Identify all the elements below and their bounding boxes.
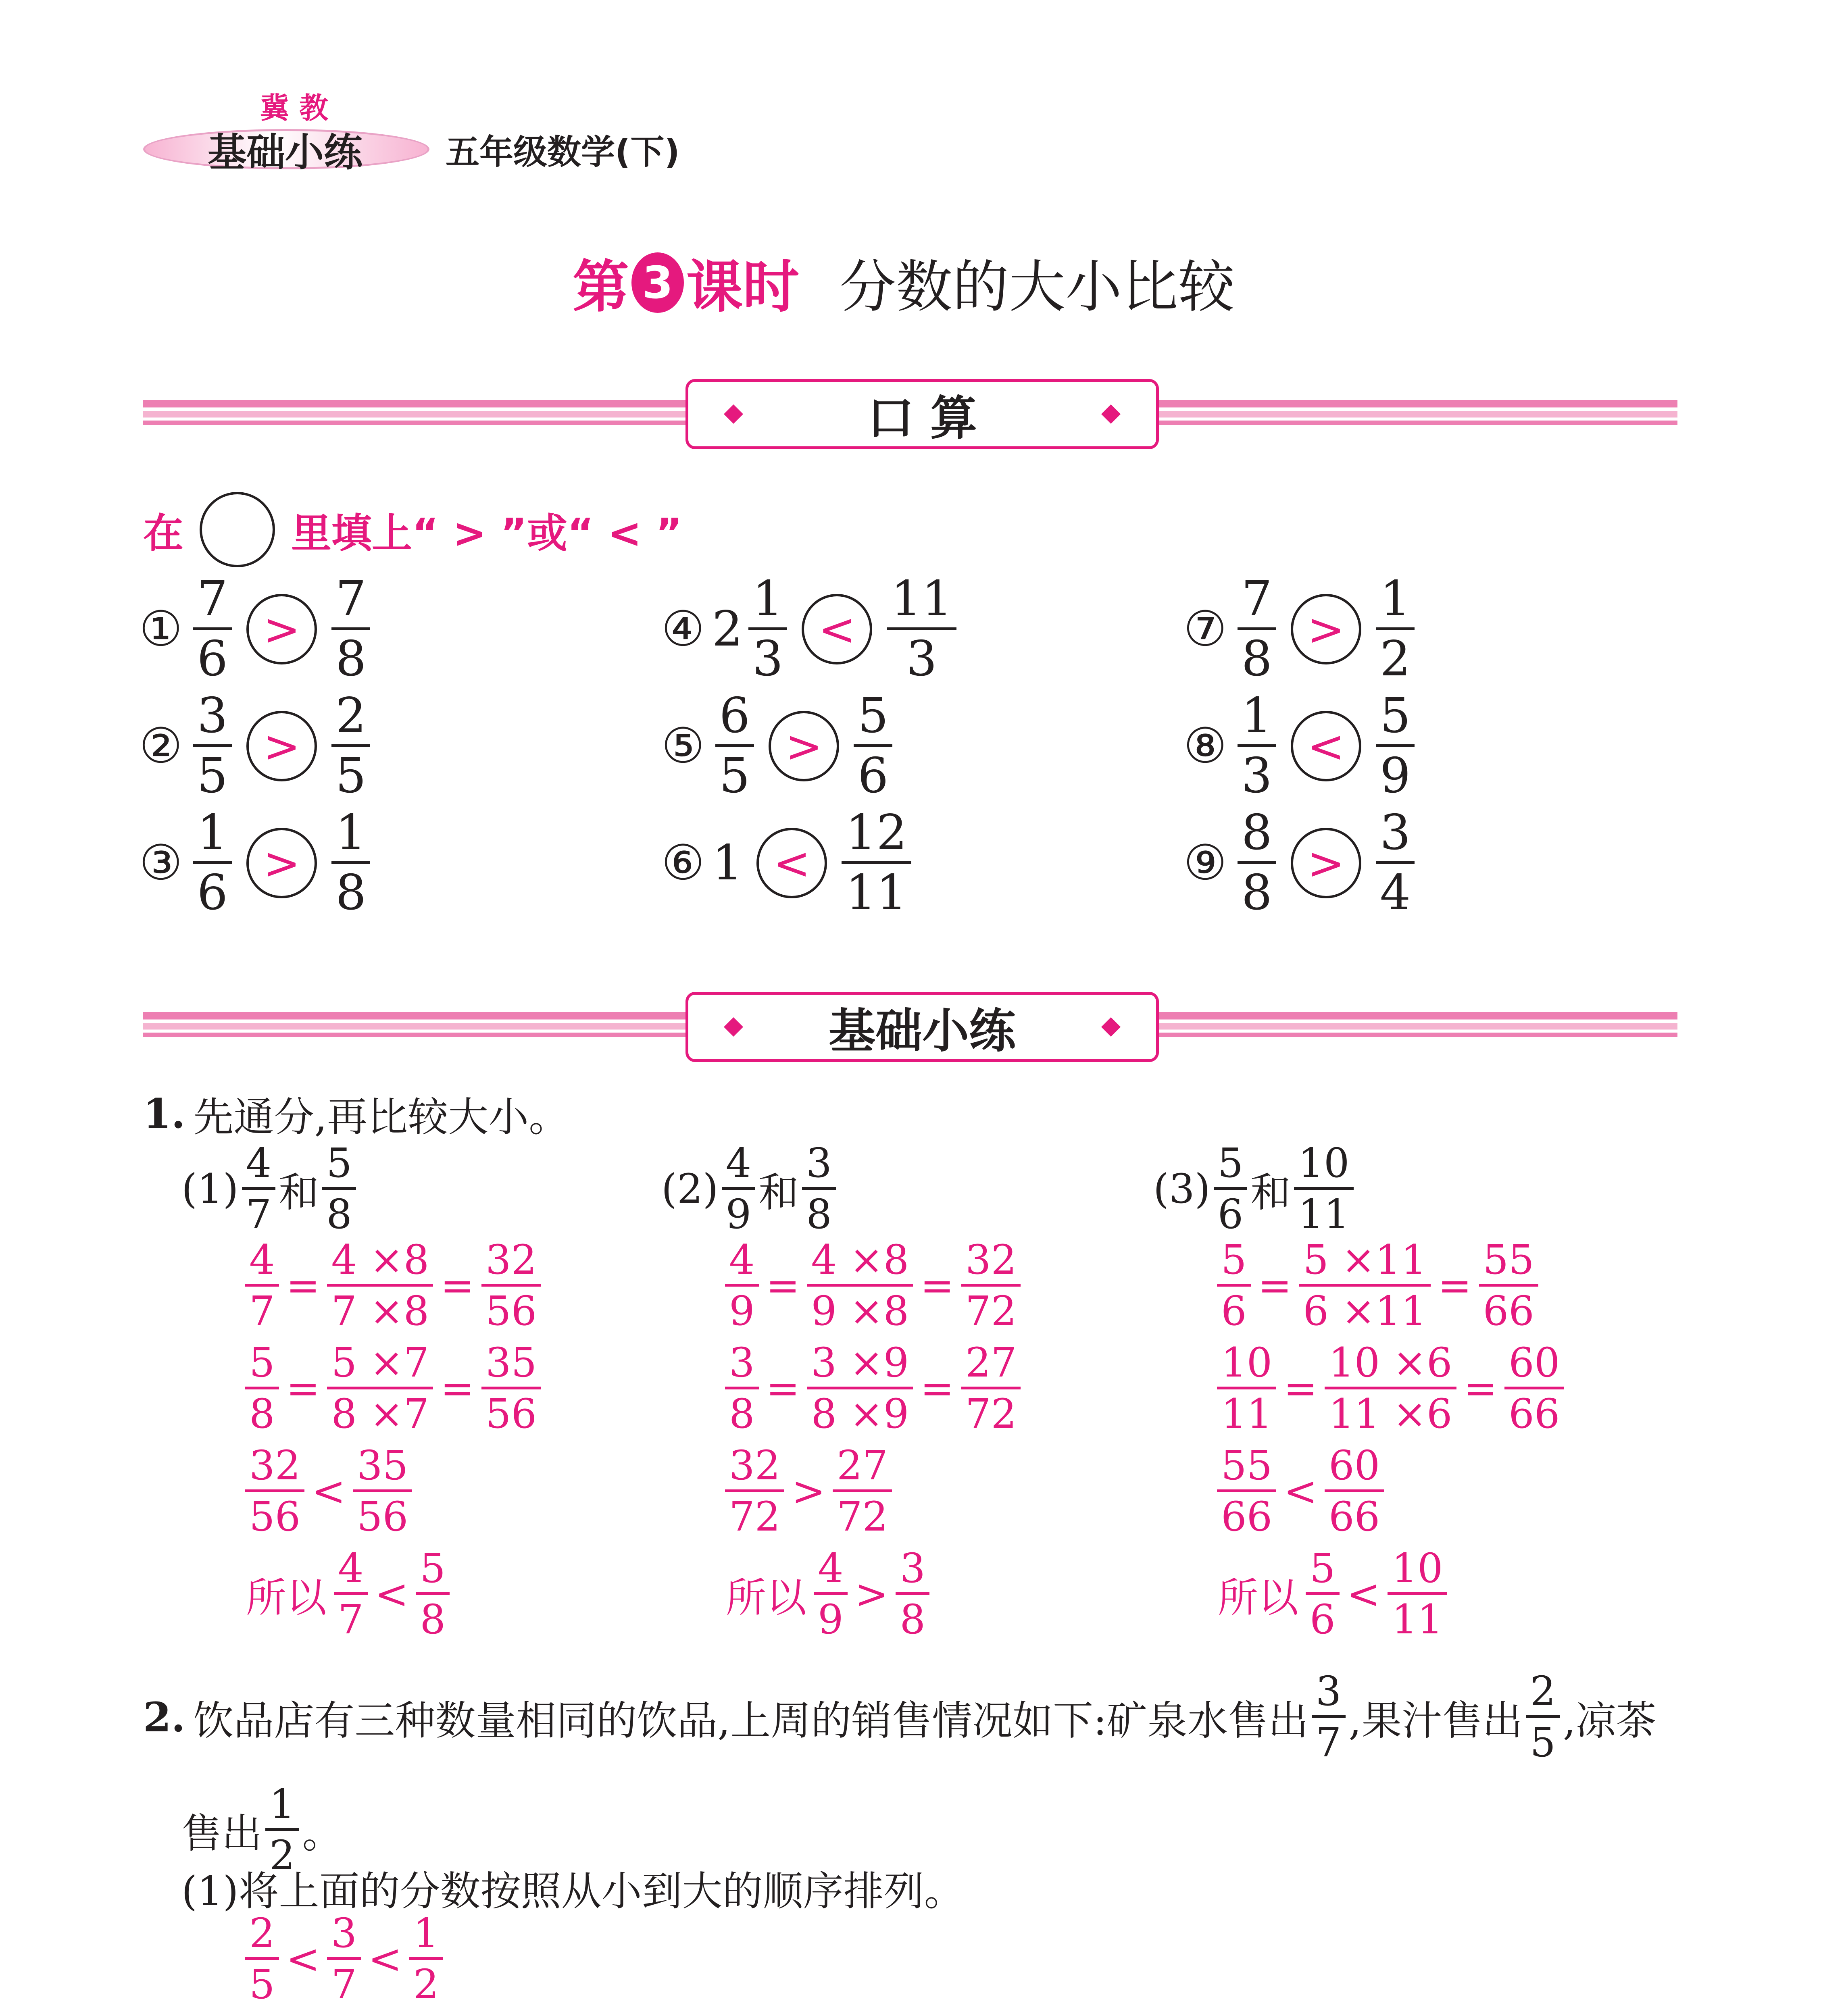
- denominator: 5: [197, 748, 228, 804]
- q1-answer-line2: [1214, 1341, 1567, 1436]
- whole-number: 2: [712, 601, 743, 657]
- numerator: 5: [1214, 1141, 1248, 1190]
- fraction: [1325, 1341, 1456, 1436]
- lesson-topic: 分数的大小比较: [840, 254, 1235, 320]
- numerator: 2: [1526, 1669, 1560, 1718]
- math-text: 所以: [246, 1574, 327, 1621]
- fraction: [725, 1341, 759, 1436]
- numerator: 3: [725, 1341, 759, 1389]
- denominator: 8: [900, 1596, 926, 1643]
- denominator: 9: [729, 1287, 755, 1335]
- and-text: 和: [758, 1168, 799, 1216]
- denominator: 6: [857, 748, 889, 804]
- numerator: 1: [748, 573, 787, 630]
- denominator: 9 ×8: [811, 1287, 909, 1335]
- math-text: =: [766, 1365, 800, 1412]
- math-text: =: [920, 1365, 954, 1412]
- lesson-title: [573, 242, 1235, 323]
- denominator: 9: [818, 1596, 844, 1643]
- oral-item: [139, 573, 373, 686]
- lesson-number-badge: [631, 252, 684, 313]
- q2-answer1: [242, 1911, 446, 2007]
- fraction: [833, 1443, 892, 1539]
- denominator: 8: [1241, 631, 1272, 687]
- fraction: [807, 1238, 913, 1333]
- denominator: 11: [1298, 1191, 1350, 1238]
- lesson-number: 3: [642, 256, 673, 308]
- denominator: 8 ×7: [331, 1390, 429, 1437]
- q1-answer-so: [1214, 1546, 1450, 1642]
- q1-number: 1: [143, 1090, 171, 1137]
- fraction: [245, 1238, 279, 1333]
- and-text: 和: [279, 1168, 319, 1216]
- numerator: 3: [896, 1546, 929, 1595]
- q1-answer-line1: [242, 1238, 544, 1333]
- math-text: 所以: [726, 1574, 806, 1621]
- fraction: [1325, 1443, 1384, 1539]
- denominator: 66: [1508, 1390, 1560, 1437]
- right-fraction: [331, 806, 370, 920]
- right-fraction: [1376, 806, 1415, 920]
- right-fraction: [1376, 689, 1415, 803]
- numerator: 3: [1376, 806, 1415, 864]
- denominator: 8: [729, 1390, 755, 1437]
- denominator: 8 ×9: [811, 1390, 909, 1437]
- oral-banner: [685, 379, 1159, 449]
- fraction: [481, 1341, 541, 1436]
- q2-text-c: ,凉茶: [1563, 1697, 1656, 1744]
- denominator: 7: [338, 1596, 364, 1643]
- numerator: 3: [193, 689, 232, 747]
- numerator: 5: [245, 1341, 279, 1389]
- left-fraction: [193, 806, 232, 920]
- denominator: 72: [965, 1287, 1017, 1335]
- numerator: 7: [193, 573, 232, 630]
- numerator: 4: [722, 1141, 756, 1190]
- answer-circle: >: [246, 828, 317, 898]
- denominator: 11 ×6: [1329, 1390, 1452, 1437]
- math-text: =: [920, 1262, 954, 1309]
- and-text: 和: [1250, 1168, 1291, 1216]
- q1-prompt: 1 . 先通分,再比较大小。: [143, 1085, 569, 1143]
- oral-item: [661, 573, 960, 686]
- denominator: 6: [1221, 1287, 1247, 1335]
- numerator: 11: [887, 573, 956, 630]
- math-text: <: [1346, 1570, 1381, 1618]
- fraction: [1217, 1238, 1251, 1333]
- denominator: 11: [1221, 1390, 1273, 1437]
- left-fraction: [193, 573, 232, 686]
- numerator: 27: [961, 1341, 1021, 1389]
- q2-sub1: (1)将上面的分数按照从小到大的顺序排列。: [181, 1868, 965, 1915]
- q1-part-head: [661, 1141, 839, 1237]
- math-text: =: [286, 1262, 320, 1309]
- fraction: [409, 1911, 443, 2007]
- numerator: 3: [802, 1141, 836, 1190]
- fraction: [1217, 1443, 1276, 1539]
- oral-item: [1183, 689, 1418, 803]
- q1-answer-line1: [722, 1238, 1024, 1333]
- right-fraction: [331, 689, 370, 803]
- math-text: =: [1258, 1262, 1292, 1309]
- right-fraction: [331, 573, 370, 686]
- right-fraction: [887, 573, 956, 686]
- item-label: ⑤: [661, 718, 705, 774]
- math-text: =: [766, 1262, 800, 1309]
- oral-item: [139, 806, 373, 920]
- basic-banner: [685, 992, 1159, 1062]
- lesson-prefix: 第: [573, 254, 629, 320]
- fraction: [725, 1443, 784, 1539]
- denominator: 8: [1241, 865, 1272, 921]
- denominator: 11: [845, 865, 907, 921]
- denominator: 2: [413, 1961, 439, 2008]
- numerator: 2: [331, 689, 370, 747]
- q2-text-a: 饮品店有三种数量相同的饮品,上周的销售情况如下:矿泉水售出: [193, 1697, 1308, 1744]
- numerator: 5 ×7: [327, 1341, 433, 1389]
- denominator: 8: [335, 631, 367, 687]
- item-label: ⑨: [1183, 835, 1227, 891]
- series-top-label: 冀 教: [260, 91, 329, 125]
- denominator: 72: [965, 1390, 1017, 1437]
- answer-circle: <: [1291, 711, 1361, 781]
- instruction-pre: 在: [143, 509, 183, 557]
- q1-answer-cmp: [722, 1443, 895, 1539]
- part-label: (2): [661, 1165, 719, 1212]
- fraction: [802, 1141, 836, 1237]
- denominator: 8: [326, 1191, 352, 1238]
- numerator: 2: [245, 1911, 279, 1960]
- diamond-icon: [1101, 1017, 1121, 1037]
- math-text: =: [440, 1365, 475, 1412]
- denominator: 6: [197, 631, 228, 687]
- numerator: 4: [334, 1546, 368, 1595]
- denominator: 56: [485, 1390, 537, 1437]
- diamond-icon: [724, 404, 743, 424]
- denominator: 7: [246, 1191, 272, 1238]
- oral-section-title: 口 算: [867, 391, 977, 446]
- numerator: 5 ×11: [1299, 1238, 1430, 1287]
- numerator: 10: [1388, 1546, 1447, 1595]
- answer-circle: >: [246, 711, 317, 781]
- q2-text-b: ,果汁售出: [1348, 1697, 1523, 1744]
- numerator: 4: [245, 1238, 279, 1287]
- math-text: =: [440, 1262, 475, 1309]
- numerator: 4 ×8: [807, 1238, 913, 1287]
- numerator: 6: [715, 689, 754, 747]
- fraction: [416, 1546, 450, 1642]
- denominator: 4: [1379, 865, 1411, 921]
- answer-circle: >: [1291, 594, 1361, 664]
- fraction: [1294, 1141, 1353, 1237]
- numerator: 7: [1238, 573, 1276, 630]
- fraction: [322, 1141, 356, 1237]
- answer-circle: >: [246, 594, 317, 664]
- numerator: 60: [1504, 1341, 1564, 1389]
- denominator: 66: [1329, 1493, 1380, 1540]
- item-label: ④: [661, 601, 705, 657]
- subject-label: 五年级数学(下): [446, 132, 680, 172]
- numerator: 4: [242, 1141, 276, 1190]
- fraction: [242, 1141, 276, 1237]
- numerator: 60: [1325, 1443, 1384, 1492]
- q1-part-head: [1153, 1141, 1357, 1237]
- math-text: =: [1463, 1365, 1498, 1412]
- numerator: 1: [193, 806, 232, 864]
- denominator: 56: [357, 1493, 408, 1540]
- whole-number: 1: [712, 835, 743, 891]
- answer-circle: >: [1291, 828, 1361, 898]
- denominator: 72: [837, 1493, 888, 1540]
- fraction: [1217, 1341, 1276, 1436]
- left-fraction: [1238, 806, 1276, 920]
- right-fraction: [842, 806, 911, 920]
- numerator: 12: [842, 806, 911, 864]
- answer-circle: <: [756, 828, 827, 898]
- numerator: 1: [331, 806, 370, 864]
- denominator: 72: [729, 1493, 781, 1540]
- left-fraction: [748, 573, 787, 686]
- denominator: 5: [249, 1961, 275, 2008]
- math-text: <: [286, 1935, 320, 1983]
- numerator: 3: [327, 1911, 361, 1960]
- oral-item: [1183, 573, 1418, 686]
- math-text: =: [1438, 1262, 1472, 1309]
- fraction: [725, 1238, 759, 1333]
- diamond-icon: [1101, 404, 1121, 424]
- left-fraction: [193, 689, 232, 803]
- fraction: [327, 1238, 433, 1333]
- denominator: 7: [331, 1961, 357, 2008]
- left-fraction: [1238, 689, 1276, 803]
- fraction: [353, 1443, 412, 1539]
- oral-item: [139, 689, 373, 803]
- numerator: 5: [1376, 689, 1415, 747]
- q2-text-e: 。: [302, 1810, 343, 1857]
- numerator: 55: [1217, 1443, 1276, 1492]
- right-fraction: [854, 689, 892, 803]
- denominator: 6: [1217, 1191, 1244, 1238]
- blank-circle-icon: [200, 492, 275, 567]
- numerator: 4: [725, 1238, 759, 1287]
- q1-answer-line2: [242, 1341, 544, 1436]
- denominator: 5: [335, 748, 367, 804]
- denominator: 7: [249, 1287, 275, 1335]
- math-text: <: [375, 1570, 409, 1618]
- denominator: 11: [1392, 1596, 1443, 1643]
- item-label: ①: [139, 601, 183, 657]
- denominator: 6 ×11: [1303, 1287, 1427, 1335]
- denominator: 5: [1530, 1719, 1556, 1766]
- basic-section-title: 基础小练: [829, 1004, 1016, 1058]
- math-text: <: [312, 1468, 346, 1515]
- numerator: 35: [481, 1341, 541, 1389]
- fraction: [327, 1911, 361, 2007]
- numerator: 10: [1294, 1141, 1353, 1190]
- q1-answer-so: [242, 1546, 453, 1642]
- item-label: ③: [139, 835, 183, 891]
- denominator: 2: [1379, 631, 1411, 687]
- q2-prompt-line1: 2 . 饮品店有三种数量相同的饮品,上周的销售情况如下:矿泉水售出 $\frac{3}{7}$ ,果汁售出 $\frac{2}{5}$ ,凉茶: [143, 1668, 1656, 1766]
- numerator: 5: [1306, 1546, 1340, 1595]
- answer-circle: <: [802, 594, 872, 664]
- numerator: 1: [1238, 689, 1276, 747]
- denominator: 5: [719, 748, 750, 804]
- math-text: <: [1283, 1468, 1318, 1515]
- numerator: 4: [814, 1546, 848, 1595]
- left-fraction: [1238, 573, 1276, 686]
- denominator: 6: [197, 865, 228, 921]
- numerator: 1: [265, 1782, 299, 1831]
- denominator: 8: [335, 865, 367, 921]
- denominator: 56: [485, 1287, 537, 1335]
- fraction: [1214, 1141, 1248, 1237]
- q1-answer-line1: [1214, 1238, 1542, 1333]
- numerator: 5: [416, 1546, 450, 1595]
- numerator: 32: [245, 1443, 304, 1492]
- diamond-icon: [724, 1017, 743, 1037]
- fraction: [1479, 1238, 1538, 1333]
- denominator: 3: [752, 631, 783, 687]
- math-text: =: [1283, 1365, 1318, 1412]
- fraction: [961, 1341, 1021, 1436]
- denominator: 56: [249, 1493, 301, 1540]
- series-label: 基础小练: [208, 130, 363, 175]
- math-text: =: [286, 1365, 320, 1412]
- part-label: (3): [1153, 1165, 1211, 1212]
- numerator: 5: [854, 689, 892, 747]
- numerator: 10: [1217, 1341, 1276, 1389]
- fraction: [814, 1546, 848, 1642]
- math-text: >: [854, 1570, 889, 1618]
- denominator: 8: [806, 1191, 832, 1238]
- denominator: 6: [1310, 1596, 1336, 1643]
- fraction: [1504, 1341, 1564, 1436]
- numerator: 32: [961, 1238, 1021, 1287]
- denominator: 9: [725, 1191, 752, 1238]
- math-text: <: [368, 1935, 402, 1983]
- fraction: [961, 1238, 1021, 1333]
- numerator: 5: [1217, 1238, 1251, 1287]
- numerator: 5: [322, 1141, 356, 1190]
- part-label: (1): [181, 1165, 239, 1212]
- q1-part-head: [181, 1141, 359, 1237]
- numerator: 27: [833, 1443, 892, 1492]
- numerator: 32: [725, 1443, 784, 1492]
- q1-answer-line2: [722, 1341, 1024, 1436]
- math-text: 所以: [1218, 1574, 1298, 1621]
- oral-item: [661, 806, 915, 920]
- q1-answer-cmp: [242, 1443, 415, 1539]
- denominator: 8: [249, 1390, 275, 1437]
- item-label: ⑦: [1183, 601, 1227, 657]
- fraction: [896, 1546, 929, 1642]
- numerator: 8: [1238, 806, 1276, 864]
- fraction: [1299, 1238, 1430, 1333]
- q2-fraction-water: [1312, 1669, 1346, 1765]
- fraction: [245, 1911, 279, 2007]
- numerator: 32: [481, 1238, 541, 1287]
- q1-answer-so: [722, 1546, 933, 1642]
- fraction: [1388, 1546, 1447, 1642]
- numerator: 3: [1312, 1669, 1346, 1718]
- fraction: [722, 1141, 756, 1237]
- denominator: 8: [420, 1596, 446, 1643]
- fraction: [481, 1238, 541, 1333]
- numerator: 55: [1479, 1238, 1538, 1287]
- denominator: 7: [1315, 1719, 1342, 1766]
- fraction: [807, 1341, 913, 1436]
- q1-text: 先通分,再比较大小。: [193, 1093, 569, 1141]
- answer-circle: >: [769, 711, 839, 781]
- item-label: ②: [139, 718, 183, 774]
- q2-text-d: 售出: [181, 1810, 262, 1857]
- fraction: [327, 1341, 433, 1436]
- numerator: 1: [1376, 573, 1415, 630]
- denominator: 66: [1483, 1287, 1534, 1335]
- fraction: [245, 1443, 304, 1539]
- numerator: 7: [331, 573, 370, 630]
- denominator: 9: [1379, 748, 1411, 804]
- numerator: 10 ×6: [1325, 1341, 1456, 1389]
- q2-sub2: [181, 2012, 1254, 2016]
- fraction: [1306, 1546, 1340, 1642]
- math-text: >: [792, 1468, 826, 1515]
- q2-number: 2: [143, 1693, 171, 1741]
- item-label: ⑥: [661, 835, 705, 891]
- lesson-suffix: 课时: [686, 254, 800, 320]
- right-fraction: [1376, 573, 1415, 686]
- q2-fraction-juice: [1526, 1669, 1560, 1765]
- header: [143, 77, 708, 173]
- denominator: 3: [1241, 748, 1272, 804]
- denominator: 66: [1221, 1493, 1273, 1540]
- item-label: ⑧: [1183, 718, 1227, 774]
- left-fraction: [715, 689, 754, 803]
- numerator: 4 ×8: [327, 1238, 433, 1287]
- instruction-post: 里填上“ > ”或“ < ”: [291, 509, 682, 557]
- oral-item: [661, 689, 896, 803]
- fraction: [245, 1341, 279, 1436]
- oral-instruction: [143, 492, 682, 567]
- fraction: [334, 1546, 368, 1642]
- numerator: 35: [353, 1443, 412, 1492]
- denominator: 7 ×8: [331, 1287, 429, 1335]
- numerator: 1: [409, 1911, 443, 1960]
- q1-answer-cmp: [1214, 1443, 1387, 1539]
- oral-item: [1183, 806, 1418, 920]
- denominator: 3: [906, 631, 937, 687]
- denominator: 2: [269, 1832, 295, 1879]
- numerator: 3 ×9: [807, 1341, 913, 1389]
